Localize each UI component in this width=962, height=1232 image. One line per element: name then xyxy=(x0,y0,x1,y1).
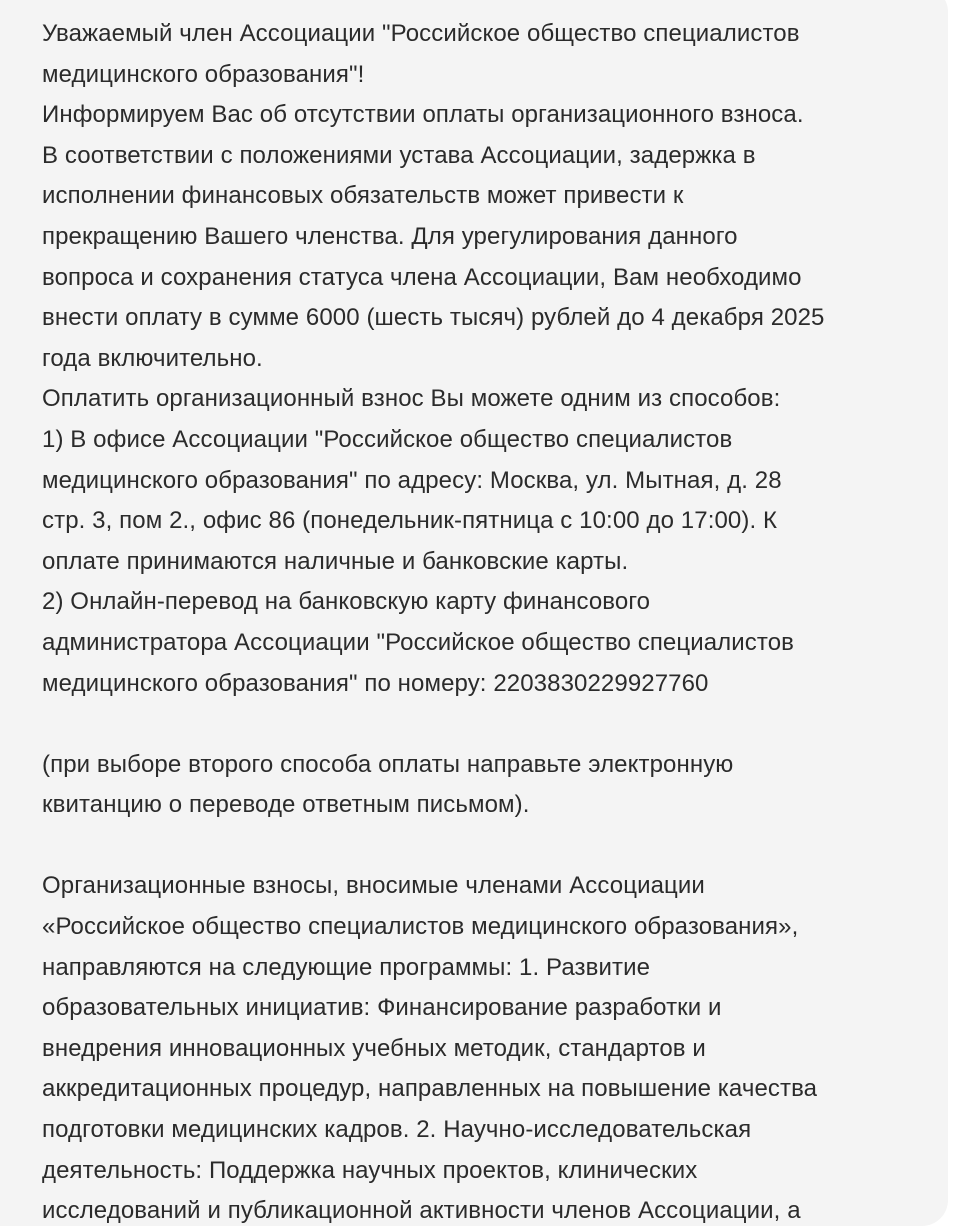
spacer xyxy=(42,826,928,867)
text-line: оплате принимаются наличные и банковские карты. xyxy=(42,547,629,575)
text-line: В соответствии с положениями устава Ассоциации, задержка в xyxy=(42,141,756,169)
text-line: внедрения инновационных учебных методик, стандартов и xyxy=(42,1034,706,1062)
text-line: года включительно. xyxy=(42,344,263,372)
payment-method-office xyxy=(42,420,928,582)
payment-method-online xyxy=(42,582,928,704)
text-line: «Российское общество специалистов медицинского образования», xyxy=(42,913,799,941)
text-line: деятельность: Поддержка научных проектов, клинических xyxy=(42,1156,698,1184)
text-line: Организационные взносы, вносимые членами Ассоциации xyxy=(42,872,705,900)
text-line: 1) В офисе Ассоциации "Российское общество специалистов xyxy=(42,425,733,453)
text-line: исполнении финансовых обязательств может привести к xyxy=(42,182,684,210)
text-line: прекращению Вашего членства. Для урегулирования данного xyxy=(42,222,738,250)
payment-methods-intro: Оплатить организационный взнос Вы можете одним из способов: xyxy=(42,385,781,413)
notice-paragraph xyxy=(42,95,928,379)
text-line: Информируем Вас об отсутствии оплаты организационного взноса. xyxy=(42,101,804,129)
spacer xyxy=(42,704,928,745)
text-line: (при выборе второго способа оплаты направьте электронную xyxy=(42,750,734,778)
text-line: исследований и публикационной активности членов Ассоциации, а xyxy=(42,1197,801,1225)
receipt-note xyxy=(42,745,928,826)
text-line: образовательных инициатив: Финансирование разработки и xyxy=(42,994,722,1022)
text-line: Уважаемый член Ассоциации "Российское общество специалистов xyxy=(42,20,800,47)
text-line: 2) Онлайн-перевод на банковскую карту финансового xyxy=(42,588,651,616)
text-line: вопроса и сохранения статуса члена Ассоциации, Вам необходимо xyxy=(42,263,802,291)
text-line: администратора Ассоциации "Российское общество специалистов xyxy=(42,628,795,656)
text-line: стр. 3, пом 2., офис 86 (понедельник-пятница с 10:00 до 17:00). К xyxy=(42,507,778,535)
text-line: медицинского образования" по адресу: Москва, ул. Мытная, д. 28 xyxy=(42,466,782,494)
text-line: подготовки медицинских кадров. 2. Научно-исследовательская xyxy=(42,1116,752,1144)
text-line: медицинского образования" по номеру: 2203830229927760 xyxy=(42,669,709,697)
text-line: квитанцию о переводе ответным письмом). xyxy=(42,791,530,819)
programs-paragraph xyxy=(42,866,928,1231)
greeting xyxy=(42,14,928,95)
text-line: медицинского образования"! xyxy=(42,60,365,88)
text-line: аккредитационных процедур, направленных на повышение качества xyxy=(42,1075,818,1103)
text-line: внести оплату в сумме 6000 (шесть тысяч) рублей до 4 декабря 2025 xyxy=(42,304,825,332)
text-line: направляются на следующие программы: 1. Развитие xyxy=(42,953,651,981)
